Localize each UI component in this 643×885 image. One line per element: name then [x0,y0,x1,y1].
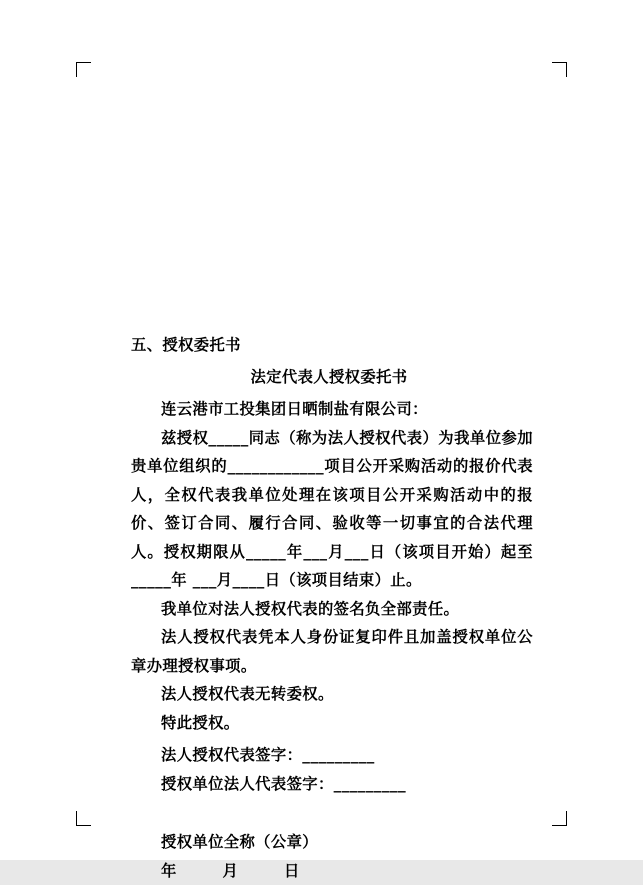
spacer-before-stamp [131,798,533,828]
paragraph-closing: 特此授权。 [131,709,533,738]
document-title: 法定代表人授权委托书 [131,362,533,392]
paragraph-no-subdelegation: 法人授权代表无转委权。 [131,680,533,709]
signature-line-legal-person: 授权单位法人代表签字：_________ [131,770,533,799]
crop-mark-top-right-icon [552,62,567,77]
addressee-line: 连云港市工投集团日晒制盐有限公司： [131,395,533,424]
document-body [0,330,643,885]
crop-mark-top-left-icon [76,62,91,77]
stamp-line: 授权单位全称（公章） [131,828,533,857]
date-line: 年 月 日 [131,857,533,885]
paragraph-authorization: 兹授权_____同志（称为法人授权代表）为我单位参加贵单位组织的____________项目公开采购活动的报价代表人，全权代表我单位处理在该项目公开采购活动中的报价、签订合同、履行合同、验收等一切事宜的合法代理人。授权期限从_____年___月___日（该项目开始）起至_____年 ___月____日（该项目结束）止。 [131,424,533,595]
paragraph-id-requirement: 法人授权代表凭本人身份证复印件且加盖授权单位公章办理授权事项。 [131,623,533,680]
paragraph-responsibility: 我单位对法人授权代表的签名负全部责任。 [131,595,533,624]
signature-line-representative: 法人授权代表签字：_________ [131,741,533,770]
section-heading: 五、授权委托书 [131,330,533,360]
